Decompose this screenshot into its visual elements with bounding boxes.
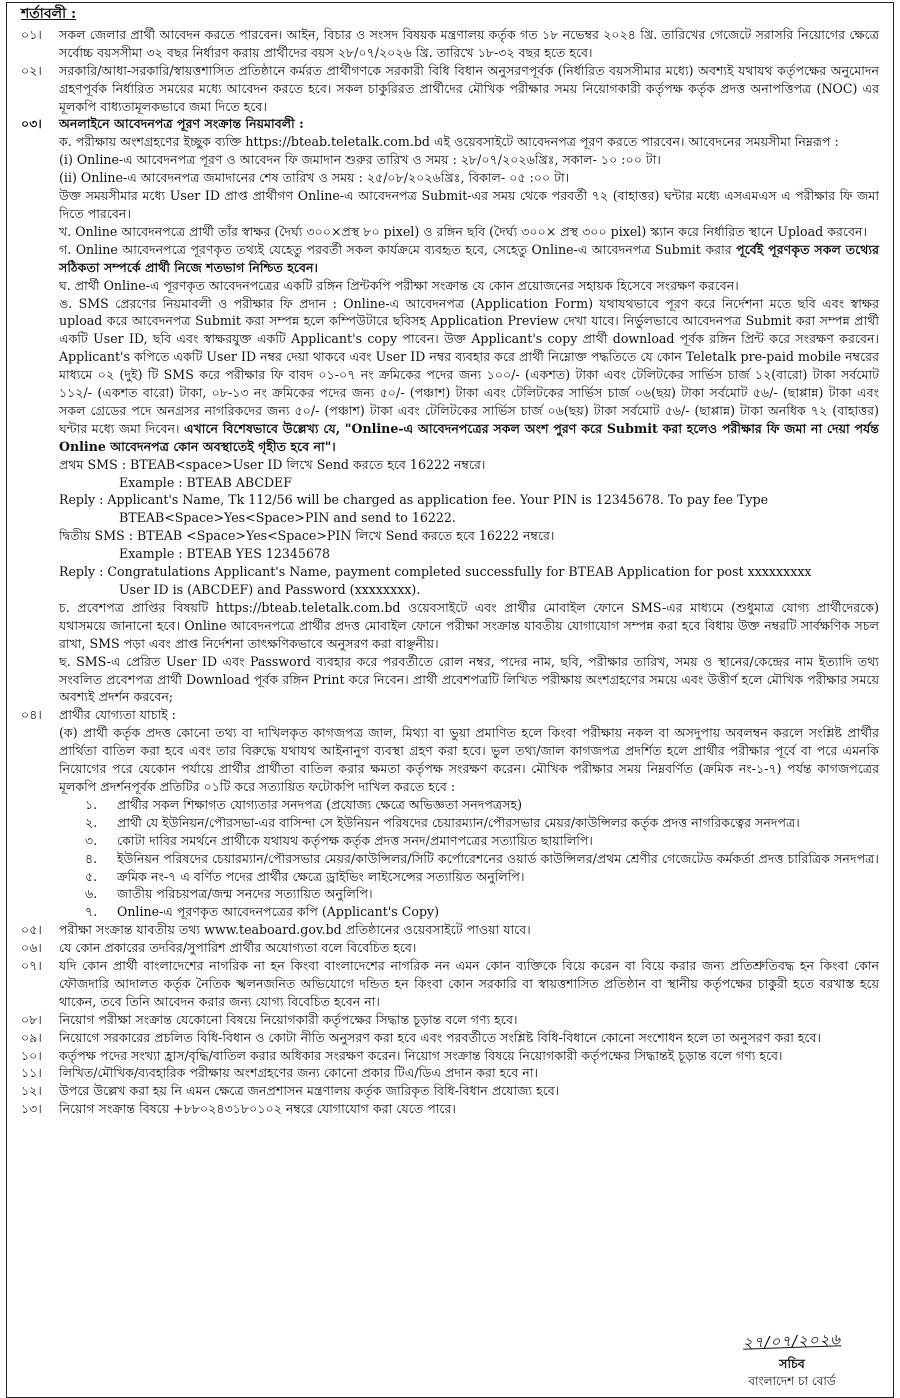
clause-number: ০১। — [21, 26, 42, 42]
notice-frame — [6, 2, 894, 1398]
rule-ga — [59, 241, 879, 277]
rule-umo-text: ঙ. SMS প্রেরণের নিয়মাবলী ও পরীক্ষার ফি প্রদান : Online-এ আবেদনপত্র (Application Form) যথাযথভাবে পূরণ করে নির্দেশনা মতে ছবি এবং স্বাক্ষর upload করে আবেদনপত্র Submit করা সম্পন্ন হলে কম্পিউটারে ছবিসহ Application Preview দেখা যাবে। নির্ভুলভাবে আবেদনপত্র Submit করা সম্পন্ন প্রার্থী একটি User ID, ছবি এবং স্বাক্ষরযুক্ত একটি Applicant's copy পাবেন। উক্ত Applicant's copy প্রার্থী download পূর্বক রঙ্গিন প্রিন্ট করে সংরক্ষণ করবেন। Applicant's কপিতে একটি User ID নম্বর দেয়া থাকবে এবং User ID নম্বর ব্যবহার করে প্রার্থী নিম্নোক্ত পদ্ধতিতে যে কোন Teletalk pre-paid mobile নম্বরের মাধ্যমে ০২ (দুই) টি SMS করে পরীক্ষার ফি বাবদ ০১-০৭ নং ক্রমিকের পদের জন্য ১০০/- (একশত) টাকা এবং টেলিটকের সার্ভিস চার্জ ১২(বারো) টাকা সর্বমোট ১১২/- (একশত বারো) টাকা, ০৮-১৩ নং ক্রমিকের পদের জন্য ৫০/- (পঞ্চাশ) টাকা এবং টেলিটকের সার্ভিস চার্জ ০৬(ছয়) টাকা সর্বমোট ৫৬/- (ছাপ্পান্ন) টাকা এবং সকল গ্রেডের পদে অনগ্রসর নাগরিকদের জন্য ৫০/- (পঞ্চাশ) টাকা এবং টেলিটকের সার্ভিস চার্জ ০৬(ছয়) টাকা সর্বমোট ৫৬/- (ছাপ্পান্ন) টাকা অনধিক ৭২ (বাহাত্তর) ঘন্টার মধ্যে জমা দিবেন। — [59, 295, 879, 436]
list-item — [59, 903, 879, 921]
clause-number: ০৩। — [21, 116, 42, 132]
clause-text: নিয়োগ পরীক্ষা সংক্রান্ত যেকোনো বিষয়ে নিয়োগকারী কর্তৃপক্ষের সিদ্ধান্ত চূড়ান্ত বলে গণ্য হবে। — [59, 1011, 518, 1027]
signatory-organization: বাংলাদেশ চা বোর্ড — [748, 1374, 836, 1389]
clause-number: ০৯। — [21, 1029, 42, 1045]
rule-kha: খ. Online আবেদনপত্রে প্রার্থী তাঁর স্বাক্ষর (দৈর্ঘ্য ৩০০×প্রস্থ ৮০ pixel) ও রঙ্গিন ছবি (দৈর্ঘ্য ৩০০× প্রস্থ ৩০০ pixel) স্ক্যান করে নির্ধারিত স্থানে Upload করবেন। — [59, 223, 868, 239]
item-number: ৩. — [85, 832, 98, 848]
rule-cha: চ. প্রবেশপত্র প্রাপ্তির বিষয়টি https://bteab.teletalk.com.bd ওয়েবসাইটে এবং প্রার্থীর মোবাইল ফোনে SMS-এর মাধ্যমে (শুধুমাত্র যোগ্য প্রার্থীদেরকে) যথাসময়ে জানানো হবে। Online আবেদনপত্রে প্রার্থীর প্রদত্ত মোবাইল ফোনে পরীক্ষা সংক্রান্ত যাবতীয় যোগাযোগ সম্পন্ন করা হবে বিধায় উক্ত নম্বরটি সার্বক্ষণিক সচল রাখা, SMS পড়া এবং প্রাপ্ত নির্দেশনা তাৎক্ষণিকভাবে অনুসরণ করা বাঞ্ছনীয়। — [59, 599, 879, 651]
clause-text: কর্তৃপক্ষ পদের সংখ্যা হ্রাস/বৃদ্ধি/বাতিল করার অধিকার সংরক্ষণ করেন। নিয়োগ সংক্রান্ত বিষয়ে নিয়োগকারী কর্তৃপক্ষের সিদ্ধান্তই চূড়ান্ত বলে গণ্য হবে। — [59, 1047, 783, 1063]
clause-06 — [21, 939, 879, 957]
clause-text: নিয়োগ সংক্রান্ত বিষয়ে +৮৮০২৪৩১৮০১০২ নম্বরে যোগাযোগ করা যেতে পারে। — [59, 1101, 456, 1117]
clause-05 — [21, 921, 879, 939]
clause-text: পরীক্ষা সংক্রান্ত যাবতীয় তথ্য www.teaboard.gov.bd প্রতিষ্ঠানের ওয়েবসাইটে পাওয়া যাবে। — [59, 922, 531, 938]
clause-08 — [21, 1011, 879, 1029]
second-reply: Reply : Congratulations Applicant's Name, payment completed successfully for BTEAB Application for post xxxxxxxxx — [59, 564, 812, 580]
second-sms: দ্বিতীয় SMS : BTEAB <Space>Yes<Space>PIN লিখে Send করতে হবে 16222 নম্বরে। — [59, 528, 555, 544]
signature-date: ২৭/০৭/২০২৬ — [742, 1330, 842, 1352]
list-item — [59, 814, 879, 832]
clause-number: ১১। — [21, 1065, 42, 1081]
clause-09 — [21, 1029, 879, 1047]
clause-11 — [21, 1064, 879, 1082]
item-text: ক্রমিক নং-৭ এ বর্ণিত পদের প্রার্থীর ক্ষেত্রে ড্রাইভিং লাইসেন্সের সত্যায়িত অনুলিপি। — [117, 868, 525, 884]
rule-ga-emphasis: পূর্বেই পূরণকৃত সকল তথ্যের সঠিকতা সম্পর্কে প্রার্থী নিজে শতভাগ নিশ্চিত হবেন। — [59, 241, 879, 275]
clause-text: সরকারি/আধা-সরকারি/স্বায়ত্তশাসিত প্রতিষ্ঠানে কর্মরত প্রার্থীগণকে সরকারী বিধি বিধান অনুসরণপূর্বক (নির্ধারিত বয়সসীমার মধ্যে) অবশ্যই যথাযথ কর্তৃপক্ষের অনুমোদন গ্রহণপূর্বক নির্ধারিত সময়ের মধ্যে আবেদন করতে হবে। সকল চাকুরিরত প্রার্থীদের মৌখিক পরীক্ষার সময় নিয়োগকারী কর্তৃপক্ষ কর্তৃক প্রদত্ত অনাপত্তিপত্র (NOC) এর মূলকপি বাধ্যতামূলকভাবে জমা দিতে হবে। — [59, 62, 879, 114]
item-number: ২. — [85, 814, 98, 830]
item-number: ৫. — [85, 868, 98, 884]
item-text: জাতীয় পরিচয়পত্র/জন্ম সনদের সত্যায়িত অনুলিপি। — [117, 886, 373, 902]
second-reply-cont: User ID is (ABCDEF) and Password (xxxxxxxx). — [119, 582, 421, 597]
clause-text: যে কোন প্রকারের তদবির/সুপারিশ প্রার্থীর অযোগ্যতা বলে বিবেচিত হবে। — [59, 940, 417, 956]
second-sms-example: Example : BTEAB YES 12345678 — [119, 546, 330, 562]
rule-umo — [59, 295, 879, 456]
clause-number: ০২। — [21, 62, 42, 78]
signatory-title: সচিব — [779, 1356, 805, 1372]
list-item — [59, 885, 879, 903]
clause-number: ০৮। — [21, 1011, 42, 1027]
clause-01 — [21, 26, 879, 62]
first-reply: Reply : Applicant's Name, Tk 112/56 will be charged as application fee. Your PIN is 12345678. To pay fee Type — [59, 492, 769, 508]
clause-body — [59, 706, 879, 921]
list-item — [59, 868, 879, 886]
item-number: ৬. — [85, 886, 98, 902]
clause-text: নিয়োগে সরকারের প্রচলিত বিধি-বিধান ও কোটা নীতি অনুসরণ করা হবে এবং পরবর্তীতে সংশ্লিষ্ট বিধি-বিধানে কোনো সংশোধন হলে তা অনুসরণ করা হবে। — [59, 1029, 822, 1045]
item-text: Online-এ পূরণকৃত আবেদনপত্রের কপি (Applicant's Copy) — [117, 904, 440, 920]
rule-ka: ক. পরীক্ষায় অংশগ্রহণের ইচ্ছুক ব্যক্তি https://bteab.teletalk.com.bd এই ওয়েবসাইটে আবেদনপত্র পূরণ করতে পারবেন। আবেদনের সময়সীমা নিম্নরূপ : — [59, 134, 839, 150]
clause-number: ১০। — [21, 1047, 42, 1063]
conditions-heading: শর্তাবলী : — [21, 6, 77, 22]
rule-ka-note: উক্ত সময়সীমার মধ্যে User ID প্রাপ্ত প্রার্থীগণ Online-এ আবেদনপত্র Submit-এর সময় থেকে পরবর্তী ৭২ (বাহাত্তর) ঘন্টার মধ্যে এসএমএস এ পরীক্ষার ফি জমা দিতে পারবেন। — [59, 188, 879, 221]
clause-number: ০৫। — [21, 922, 42, 938]
clause-text: যদি কোন প্রার্থী বাংলাদেশের নাগরিক না হন কিংবা বাংলাদেশের নাগরিক নন এমন কোন ব্যক্তিকে বিয়ে করেন বা বিয়ে করার জন্য প্রতিশ্রুতিবদ্ধ হন কিংবা কোন ফৌজদারি আদালত কর্তৃক নৈতিক স্খলনজনিত অভিযোগে দন্ডিত হন কিংবা কোন সরকারি বা স্বায়ত্তশাসিত প্রতিষ্ঠান বা স্থানীয় কর্তৃপক্ষের চাকুরী হতে বরখাস্ত হয়ে থাকেন, তবে তিনি আবেদন করার জন্য যোগ্য বিবেচিত হবেন না। — [59, 958, 879, 1009]
item-number: ৭. — [85, 904, 98, 920]
online-rules-title: অনলাইনে আবেদনপত্র পূরণ সংক্রান্ত নিয়মাবলী : — [59, 116, 304, 132]
clause-text: উপরে উল্লেখ করা হয় নি এমন ক্ষেত্রে জনপ্রশাসন মন্ত্রণালয় কর্তৃক জারিকৃত বিধি-বিধান প্রযোজ্য হবে। — [59, 1083, 560, 1099]
required-documents-list — [59, 796, 879, 921]
clause-text: লিখিত/মৌখিক/ব্যবহারিক পরীক্ষায় অংশগ্রহণের জন্য কোনো প্রকার টিএ/ডিএ প্রদান করা হবে না। — [59, 1065, 538, 1081]
first-sms: প্রথম SMS : BTEAB<space>User ID লিখে Send করতে হবে 16222 নম্বরে। — [59, 456, 486, 472]
item-number: ১. — [85, 796, 98, 812]
clause-04 — [21, 706, 879, 921]
rule-chha: ছ. SMS-এ প্রেরিত User ID এবং Password ব্যবহার করে পরবর্তীতে রোল নম্বর, পদের নাম, ছবি, পরীক্ষার তারিখ, সময় ও স্থানের/কেন্দ্রের নাম ইত্যাদি তথ্য সংবলিত প্রবেশপত্র প্রার্থী Download পূর্বক রঙ্গিন Print করে নিবেন। প্রার্থী প্রবেশপত্রটি লিখিত পরীক্ষায় অংশগ্রহণের সময়ে এবং উত্তীর্ণ হলে মৌখিক পরীক্ষার সময়ে অবশ্যই প্রদর্শন করবেন; — [59, 653, 879, 705]
clause-text: সকল জেলার প্রার্থী আবেদন করতে পারবেন। আইন, বিচার ও সংসদ বিষয়ক মন্ত্রণালয় কর্তৃক গত ১৮ নভেম্বর ২০২৪ খ্রি. তারিখের গেজেটে সরাসরি নিয়োগের ক্ষেত্রে সর্বোচ্চ বয়সসীমা ৩২ বছর নির্ধারণ করায় প্রার্থীদের বয়স ২৮/০৭/২০২৬ খ্রি. তারিখে ১৮-৩২ বছর হতে হবে। — [59, 26, 879, 60]
eligibility-title: প্রার্থীর যোগ্যতা যাচাই : — [59, 707, 176, 723]
clause-07 — [21, 957, 879, 1011]
clause-02 — [21, 62, 879, 116]
rule-ka-start: (i) Online-এ আবেদনপত্র পূরণ ও আবেদন ফি জমাদান শুরুর তারিখ ও সময় : ২৮/০৭/২০২৬খ্রিঃ, সকাল- ১০ :০০ টা। — [59, 152, 661, 168]
eligibility-text: (ক) প্রার্থী কর্তৃক প্রদত্ত কোনো তথ্য বা দাখিলকৃত কাগজপত্র জাল, মিথ্যা বা ভুয়া প্রমাণিত হলে কিংবা পরীক্ষায় নকল বা অসদুপায় অবলম্বন করলে সংশ্লিষ্ট প্রার্থীর প্রার্থিতা বাতিল করা হবে এবং তার বিরুদ্ধে যথাযথ আইনানুগ ব্যবস্থা গ্রহণ করা হবে। ভুল তথ্য/জাল কাগজপত্র প্রদর্শিত হলে প্রার্থীর পরীক্ষার পূর্বে বা পরে এমনকি নিয়োগের পরে যেকোন পর্যায়ে প্রার্থীর প্রার্থীতা বাতিল করার ক্ষমতা কর্তৃপক্ষ সংরক্ষণ করেন। মৌখিক পরীক্ষার সময় নিম্নবর্ণিত (ক্রমিক নং-১-৭) পর্যন্ত কাগজপত্রের মূলকপি প্রদর্শনপূর্বক প্রতিটির ০১টি করে সত্যায়িত ফটোকপি দাখিল করতে হবে : — [59, 725, 879, 794]
item-text: ইউনিয়ন পরিষদের চেয়ারম্যান/পৌরসভার মেয়র/কাউন্সিলর/সিটি কর্পোরেশনের ওয়ার্ড কাউন্সিলর/প্রথম শ্রেণীর গেজেটেড কর্মকর্তা প্রদত্ত চারিত্রিক সনদপত্র। — [117, 850, 879, 866]
rule-ka-end: (ii) Online-এ আবেদনপত্র জমাদানের শেষ তারিখ ও সময় : ২৫/০৮/২০২৬খ্রিঃ, বিকাল- ০৫ :০০ টা। — [59, 170, 570, 186]
first-reply-cont: BTEAB<Space>Yes<Space>PIN and send to 16222. — [119, 510, 456, 526]
clause-10 — [21, 1047, 879, 1065]
clause-body — [59, 115, 879, 706]
list-item — [59, 796, 879, 814]
clause-number: ১৩। — [21, 1101, 42, 1117]
clause-12 — [21, 1082, 879, 1100]
rule-ga-text: গ. Online আবেদনপত্রে পূরণকৃত তথ্যই যেহেতু পরবর্তী সকল কার্যক্রমে ব্যবহৃত হবে, সেহেতু Online-এ আবেদনপত্র Submit করার — [59, 241, 732, 257]
clause-03 — [21, 115, 879, 706]
item-number: ৪. — [85, 850, 98, 866]
first-sms-example: Example : BTEAB ABCDEF — [119, 474, 292, 490]
item-text: প্রার্থীর সকল শিক্ষাগত যোগ্যতার সনদপত্র (প্রযোজ্য ক্ষেত্রে অভিজ্ঞতা সনদপত্রসহ) — [117, 796, 523, 812]
rule-umo-emphasis: এখানে বিশেষভাবে উল্লেখ্য যে, "Online-এ আবেদনপত্রের সকল অংশ পুরণ করে Submit করা হলেও পরীক্ষার ফি জমা না দেয়া পর্যন্ত Online আবেদনপত্র কোন অবস্থাতেই গৃহীত হবে না"। — [59, 420, 879, 454]
clause-number: ০৭। — [21, 958, 42, 974]
clause-number: ০৬। — [21, 940, 42, 956]
clause-number: ১২। — [21, 1083, 42, 1099]
item-text: প্রার্থী যে ইউনিয়ন/পৌরসভা-এর বাসিন্দা সে ইউনিয়ন পরিষদের চেয়ারম্যান/পৌরসভার মেয়র/কাউন্সিলর কর্তৃক প্রদত্ত নাগরিকত্বের সনদপত্র। — [117, 814, 800, 830]
clause-13 — [21, 1100, 879, 1118]
signature-block — [717, 1330, 867, 1391]
list-item — [59, 832, 879, 850]
rule-gha: ঘ. প্রার্থী Online-এ পূরণকৃত আবেদনপত্রের একটি রঙ্গিন প্রিন্টকপি পরীক্ষা সংক্রান্ত যে কোন প্রয়োজনের সহায়ক হিসেবে সংরক্ষণ করবেন। — [59, 277, 739, 293]
clause-number: ০৪। — [21, 707, 42, 723]
list-item — [59, 850, 879, 868]
item-text: কোটা দাবির সমর্থনে প্রার্থীকে যথাযথ কর্তৃপক্ষ কর্তৃক প্রদত্ত সনদ/প্রমাণপত্রের সত্যায়িত ছায়ালিপি। — [117, 832, 593, 848]
